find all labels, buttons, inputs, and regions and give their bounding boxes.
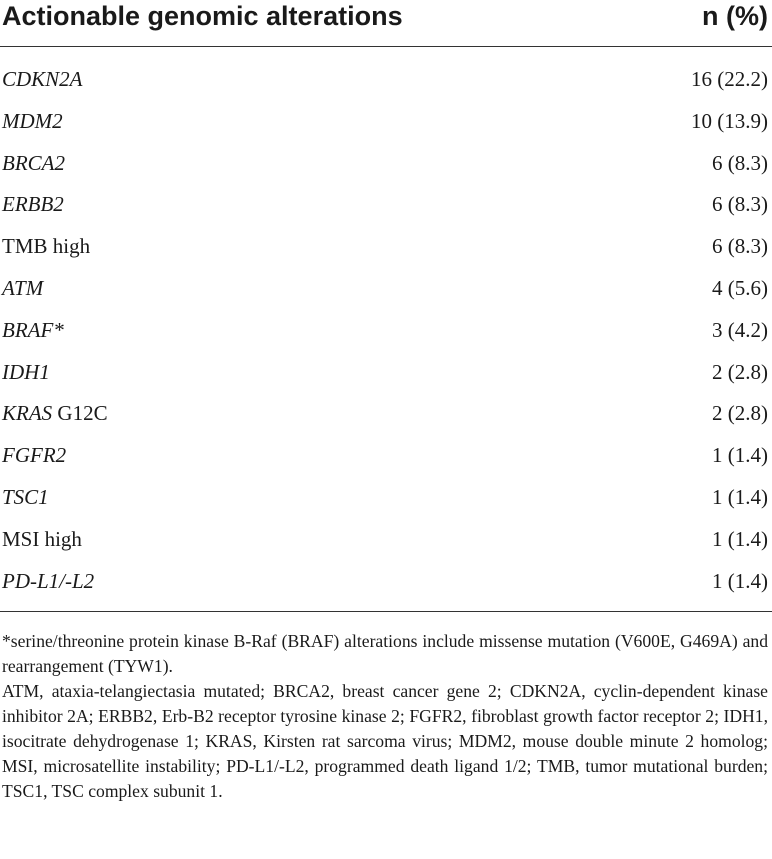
header-n-percent: n (%) — [702, 1, 768, 31]
gene-name: KRAS — [2, 401, 53, 426]
gene-name: BRAF* — [2, 317, 64, 342]
count-value: 2 (2.8) — [712, 401, 768, 426]
count-value: 1 (1.4) — [712, 526, 768, 551]
header-alterations: Actionable genomic alterations — [2, 1, 403, 31]
alteration-label — [2, 568, 94, 594]
gene-name: CDKN2A — [2, 67, 83, 91]
gene-name: PD-L1/-L2 — [2, 568, 95, 593]
alteration-label — [2, 526, 82, 552]
table-row — [0, 275, 772, 317]
footnote-braf: *serine/threonine protein kinase B-Raf (BRAF) alterations include missense mutation (V600E, G469A) and rearrangement (TYW1). — [2, 631, 768, 677]
count-value: 10 (13.9) — [691, 108, 768, 133]
alteration-label — [2, 317, 64, 343]
table-row — [0, 526, 772, 568]
gene-name: MDM2 — [2, 108, 63, 133]
table-row — [0, 108, 772, 150]
count-value: 2 (2.8) — [712, 359, 768, 384]
table-footnotes — [0, 612, 772, 804]
alteration-suffix: G12C — [52, 401, 108, 426]
alteration-label — [2, 484, 49, 510]
table-row — [0, 400, 772, 442]
gene-name: FGFR2 — [2, 443, 67, 468]
alteration-label — [2, 150, 65, 176]
gene-name: IDH1 — [2, 359, 50, 384]
table-row — [0, 233, 772, 275]
footnote-abbreviations: ATM, ataxia-telangiectasia mutated; BRCA2, breast cancer gene 2; CDKN2A, cyclin-dependent kinase inhibitor 2A; ERBB2, Erb-B2 receptor tyrosine kinase 2; FGFR2, fibroblast growth factor receptor 2; IDH1, isocitrate dehydrogenase 1; KRAS, Kirsten rat sarcoma virus; MDM2, mouse double minute 2 homolog; MSI, microsatellite instability; PD-L1/-L2, programmed death ligand 1/2; TMB, tumor mutational burden; TSC1, TSC complex subunit 1. — [2, 681, 768, 802]
count-value: 6 (8.3) — [712, 192, 768, 217]
count-value: 4 (5.6) — [712, 275, 768, 300]
table-header — [0, 0, 772, 47]
alteration-label — [2, 233, 90, 259]
table-row — [0, 484, 772, 526]
table-row — [0, 568, 772, 610]
count-value: 3 (4.2) — [712, 317, 768, 342]
alteration-suffix: MSI high — [2, 526, 82, 551]
gene-name: BRCA2 — [2, 150, 65, 175]
count-value: 6 (8.3) — [712, 234, 768, 259]
alteration-label — [2, 442, 66, 468]
table-row — [0, 317, 772, 359]
table-body — [0, 47, 772, 609]
gene-name: ATM — [2, 275, 44, 300]
alteration-label — [2, 275, 43, 301]
gene-name: ERBB2 — [2, 192, 64, 217]
count-value: 1 (1.4) — [712, 484, 768, 509]
table-row — [0, 150, 772, 192]
alteration-label — [2, 108, 63, 134]
alteration-label — [2, 400, 108, 426]
alteration-label — [2, 191, 64, 217]
table-row — [0, 359, 772, 401]
count-value: 1 (1.4) — [712, 568, 768, 593]
alteration-suffix: TMB high — [2, 234, 91, 259]
count-value: 16 (22.2) — [691, 67, 768, 91]
count-value: 6 (8.3) — [712, 150, 768, 175]
alteration-label — [2, 359, 50, 385]
count-value: 1 (1.4) — [712, 443, 768, 468]
gene-name: TSC1 — [2, 484, 49, 509]
table-row — [0, 191, 772, 233]
alteration-label — [2, 66, 83, 92]
table-row — [0, 66, 772, 108]
table-row — [0, 442, 772, 484]
